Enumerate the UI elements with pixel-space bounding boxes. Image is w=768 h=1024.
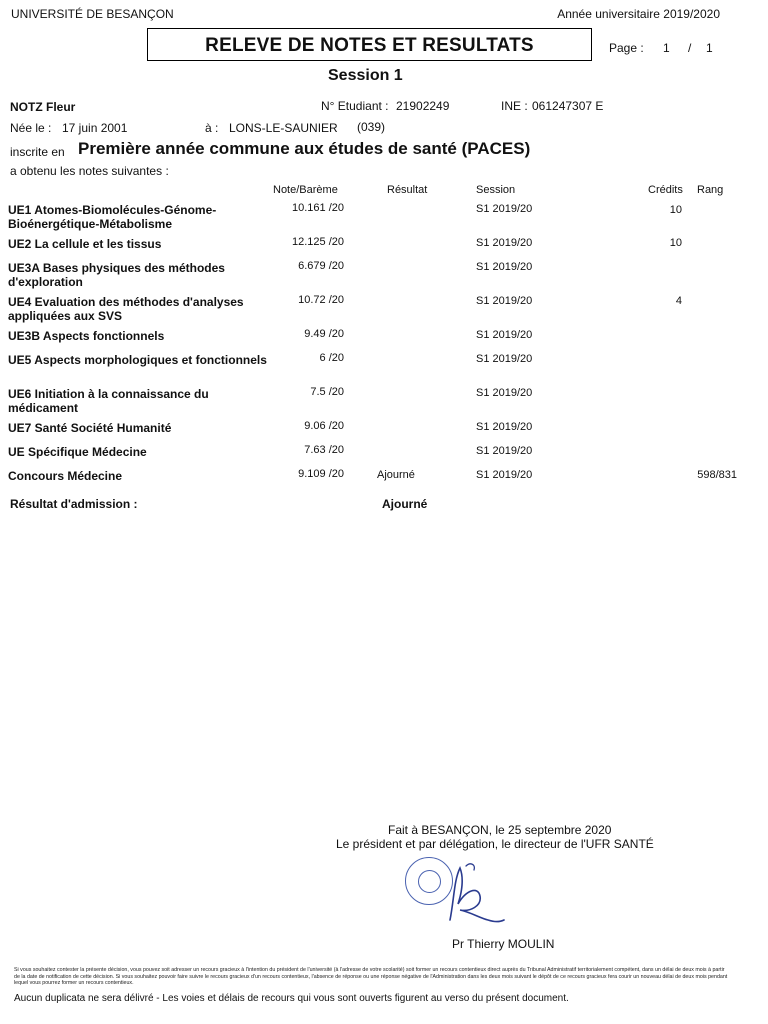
grade-value: 6 /20: [319, 352, 344, 364]
university-name: UNIVERSITÉ DE BESANÇON: [11, 7, 174, 21]
session-value: S1 2019/20: [476, 387, 533, 399]
ine-value: 061247307 E: [532, 99, 604, 113]
ue-label: UE1 Atomes-Biomolécules-Génome-Bioénergétique-Métabolisme: [8, 203, 217, 231]
ue-label: UE7 Santé Société Humanité: [8, 421, 172, 435]
legal-fine-print: Si vous souhaitez contester la présente décision, vous pouvez soit adresser un recours gracieux à l'intention du président de l'université (à l'adresse de votre scolarité) soit former un recours contentieux direct auprès du Tribunal Administratif territorialement compétent, dans un délai de deux mois à partir de la date de notification de cette décision. Si vous souhaitez pouvoir faire suivre le recours gracieux d'un recours contentieux, l'absence de réponse ou une réponse négative de l'Administration dans les deux mois suivant le dépôt de ce recours gracieux fera courir un nouveau délai de deux mois pendant lequel vous pourrez former un recours contentieux.: [14, 967, 728, 986]
session-value: S1 2019/20: [476, 353, 533, 365]
session-value: S1 2019/20: [476, 421, 533, 433]
credits-value: 4: [675, 295, 682, 307]
session-value: S1 2019/20: [476, 295, 533, 307]
ue-label: UE5 Aspects morphologiques et fonctionnels: [8, 353, 267, 367]
result-value: Ajourné: [377, 469, 415, 481]
enrolled-label: inscrite en: [10, 145, 65, 159]
footer-notice: Aucun duplicata ne sera délivré - Les voies et délais de recours qui vous sont ouverts figurent au verso du présent document.: [14, 993, 569, 1004]
signature-role: Le président et par délégation, le directeur de l'UFR SANTÉ: [336, 837, 654, 851]
title-box: [147, 28, 592, 61]
page-title: RELEVE DE NOTES ET RESULTATS: [205, 35, 534, 56]
born-date: 17 juin 2001: [62, 121, 128, 135]
session-value: S1 2019/20: [476, 261, 533, 273]
page-label: Page :: [609, 41, 644, 55]
session-value: S1 2019/20: [476, 469, 533, 481]
born-label: Née le :: [10, 121, 52, 135]
ue-label: UE3B Aspects fonctionnels: [8, 329, 165, 343]
grade-value: 9.06 /20: [304, 420, 344, 432]
academic-year: Année universitaire 2019/2020: [557, 7, 720, 21]
credits-value: 10: [669, 204, 682, 216]
ine-label: INE :: [501, 99, 528, 113]
handwritten-signature: [440, 860, 510, 930]
grade-value: 10.161 /20: [291, 202, 344, 214]
ue-label: UE3A Bases physiques des méthodes d'exploration: [8, 261, 225, 289]
page-current: 1: [663, 41, 670, 55]
grade-value: 7.5 /20: [310, 386, 344, 398]
rank-value: 598/831: [697, 469, 737, 481]
birthplace-label: à :: [205, 121, 219, 135]
grade-value: 9.49 /20: [304, 328, 344, 340]
admission-label: Résultat d'admission :: [10, 497, 138, 511]
grade-value: 6.679 /20: [298, 260, 344, 272]
session-value: S1 2019/20: [476, 203, 533, 215]
ue-label: UE6 Initiation à la connaissance du médicament: [8, 387, 209, 415]
signature-place-date: Fait à BESANÇON, le 25 septembre 2020: [388, 823, 612, 837]
session-value: S1 2019/20: [476, 329, 533, 341]
session-title: Session 1: [328, 67, 403, 84]
credits-value: 10: [669, 237, 682, 249]
grade-value: 7.63 /20: [304, 444, 344, 456]
student-number-label: N° Etudiant :: [321, 99, 389, 113]
grade-value: 12.125 /20: [291, 236, 344, 248]
student-name: NOTZ Fleur: [10, 100, 76, 114]
ue-label: Concours Médecine: [8, 469, 123, 483]
header-session: Session: [476, 184, 516, 196]
grade-value: 9.109 /20: [298, 468, 344, 480]
ue-label: UE Spécifique Médecine: [8, 445, 147, 459]
session-value: S1 2019/20: [476, 237, 533, 249]
header-rank: Rang: [697, 184, 724, 196]
session-value: S1 2019/20: [476, 445, 533, 457]
obtained-text: a obtenu les notes suivantes :: [10, 164, 169, 178]
page-total: 1: [706, 41, 713, 55]
student-number: 21902249: [396, 99, 450, 113]
ue-label: UE2 La cellule et les tissus: [8, 237, 162, 251]
stamp-center: [418, 870, 441, 893]
header-result: Résultat: [387, 184, 428, 196]
program-name: Première année commune aux études de santé (PACES): [78, 139, 531, 158]
page-separator: /: [688, 41, 692, 55]
birthplace: LONS-LE-SAUNIER: [229, 121, 338, 135]
admission-result: Ajourné: [382, 497, 428, 511]
grade-value: 10.72 /20: [298, 294, 344, 306]
ue-label: UE4 Evaluation des méthodes d'analyses appliquées aux SVS: [8, 295, 244, 323]
birth-department: (039): [357, 120, 386, 134]
header-grade: Note/Barème: [273, 184, 338, 196]
header-credits: Crédits: [648, 184, 683, 196]
signatory-name: Pr Thierry MOULIN: [452, 937, 555, 951]
